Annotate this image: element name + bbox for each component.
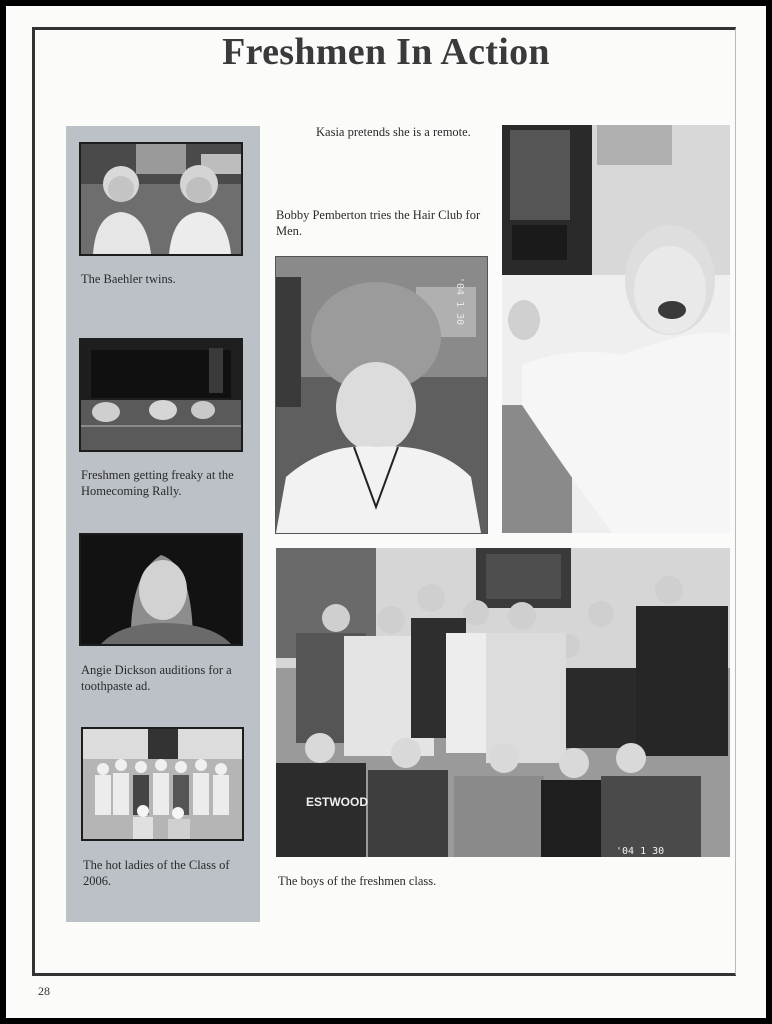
boys-photo-date-stamp: '04 1 30 <box>616 846 665 857</box>
bobby-caption: Bobby Pemberton tries the Hair Club for Men. <box>276 208 481 238</box>
page-title: Freshmen In Action <box>222 31 550 73</box>
homecoming-rally-caption: Freshmen getting freaky at the Homecoming Rally. <box>81 468 234 498</box>
boys-caption: The boys of the freshmen class. <box>278 874 437 888</box>
boys-photo <box>276 548 730 857</box>
class-ladies-photo <box>81 727 244 841</box>
homecoming-rally-photo <box>79 338 243 452</box>
bobby-photo-date-stamp: '04 1 30 <box>454 277 465 326</box>
angie-photo <box>79 533 243 646</box>
angie-caption: Angie Dickson auditions for a toothpaste ad. <box>81 663 232 693</box>
twins-photo <box>79 142 243 256</box>
bobby-photo <box>275 256 488 534</box>
twins-caption: The Baehler twins. <box>81 272 176 286</box>
kasia-photo <box>502 125 730 533</box>
kasia-caption: Kasia pretends she is a remote. <box>316 125 471 139</box>
boys-sweatshirt-text: ESTWOOD <box>306 795 368 809</box>
class-ladies-caption: The hot ladies of the Class of 2006. <box>83 858 230 888</box>
page-number: 28 <box>38 984 50 998</box>
